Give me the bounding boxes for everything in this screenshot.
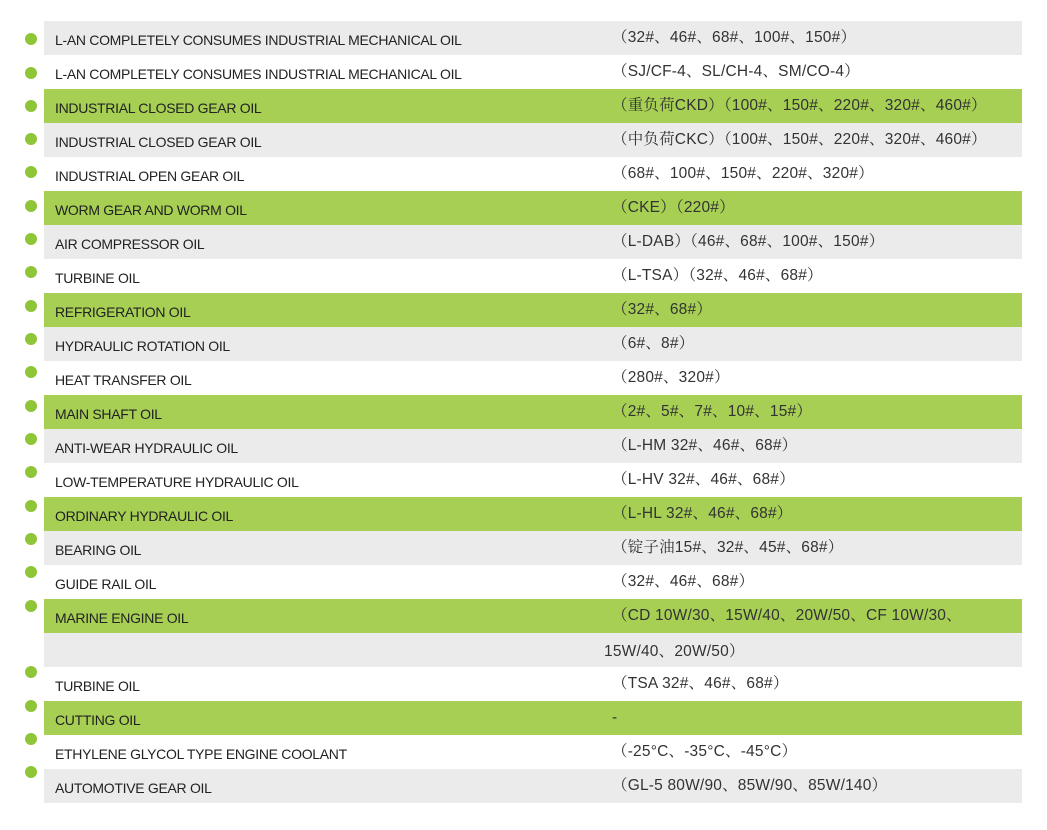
table-row	[44, 191, 1022, 225]
bullet-dot-icon	[25, 700, 37, 712]
bullet-dot-icon	[25, 466, 37, 478]
table-row	[44, 293, 1022, 327]
product-spec: （280#、320#）	[612, 369, 730, 386]
product-spec: （32#、46#、68#）	[612, 573, 755, 590]
table-row	[44, 123, 1022, 157]
product-spec: （L-TSA）（32#、46#、68#）	[612, 267, 823, 284]
table-row	[44, 89, 1022, 123]
bullet-dot-icon	[25, 266, 37, 278]
product-name: ORDINARY HYDRAULIC OIL	[55, 508, 234, 524]
bullet-dot-icon	[25, 67, 37, 79]
product-name: INDUSTRIAL CLOSED GEAR OIL	[55, 134, 262, 150]
bullet-dot-icon	[25, 300, 37, 312]
table-row	[44, 769, 1022, 803]
product-spec: （CD 10W/30、15W/40、20W/50、CF 10W/30、	[612, 607, 962, 624]
oil-product-table	[44, 21, 1022, 803]
product-name: REFRIGERATION OIL	[55, 304, 191, 320]
product-name: AUTOMOTIVE GEAR OIL	[55, 780, 212, 796]
product-spec: -	[612, 709, 618, 726]
bullet-dot-icon	[25, 100, 37, 112]
product-name: INDUSTRIAL CLOSED GEAR OIL	[55, 100, 262, 116]
product-name: CUTTING OIL	[55, 712, 141, 728]
table-row	[44, 701, 1022, 735]
bullet-dot-icon	[25, 533, 37, 545]
bullet-dot-icon	[25, 200, 37, 212]
product-spec: （L-DAB）（46#、68#、100#、150#）	[612, 233, 885, 250]
product-spec: （-25°C、-35°C、-45°C）	[612, 743, 798, 760]
product-spec: （32#、46#、68#、100#、150#）	[612, 29, 857, 46]
table-row	[44, 225, 1022, 259]
product-name: ETHYLENE GLYCOL TYPE ENGINE COOLANT	[55, 746, 347, 762]
product-spec: （TSA 32#、46#、68#）	[612, 675, 789, 692]
table-row	[44, 429, 1022, 463]
product-spec: （锭子油15#、32#、45#、68#）	[612, 539, 844, 556]
bullet-dot-icon	[25, 333, 37, 345]
table-row	[44, 463, 1022, 497]
bullet-dot-icon	[25, 366, 37, 378]
product-name: ANTI-WEAR HYDRAULIC OIL	[55, 440, 238, 456]
table-row	[44, 633, 1022, 667]
product-name: TURBINE OIL	[55, 270, 140, 286]
bullet-dot-icon	[25, 233, 37, 245]
product-name: GUIDE RAIL OIL	[55, 576, 157, 592]
table-row	[44, 259, 1022, 293]
product-spec: （L-HM 32#、46#、68#）	[612, 437, 798, 454]
bullet-dot-icon	[25, 33, 37, 45]
product-name: HEAT TRANSFER OIL	[55, 372, 192, 388]
product-spec: （68#、100#、150#、220#、320#）	[612, 165, 874, 182]
product-name: TURBINE OIL	[55, 678, 140, 694]
product-spec: 15W/40、20W/50）	[604, 643, 745, 660]
product-name: MAIN SHAFT OIL	[55, 406, 162, 422]
product-spec: （重负荷CKD）（100#、150#、220#、320#、460#）	[612, 97, 987, 114]
product-spec: （32#、68#）	[612, 301, 713, 318]
table-row	[44, 327, 1022, 361]
product-name: WORM GEAR AND WORM OIL	[55, 202, 247, 218]
bullet-dot-icon	[25, 500, 37, 512]
table-row	[44, 599, 1022, 633]
table-row	[44, 565, 1022, 599]
product-spec: （L-HV 32#、46#、68#）	[612, 471, 795, 488]
table-row	[44, 55, 1022, 89]
table-row	[44, 531, 1022, 565]
product-name: INDUSTRIAL OPEN GEAR OIL	[55, 168, 245, 184]
table-row	[44, 497, 1022, 531]
product-spec: （中负荷CKC）（100#、150#、220#、320#、460#）	[612, 131, 987, 148]
product-name: BEARING OIL	[55, 542, 142, 558]
table-row	[44, 735, 1022, 769]
product-name: AIR COMPRESSOR OIL	[55, 236, 205, 252]
product-name: MARINE ENGINE OIL	[55, 610, 189, 626]
product-name: HYDRAULIC ROTATION OIL	[55, 338, 230, 354]
product-spec: （CKE）（220#）	[612, 199, 735, 216]
bullet-dot-icon	[25, 733, 37, 745]
table-row	[44, 361, 1022, 395]
bullet-dot-icon	[25, 766, 37, 778]
bullet-dot-icon	[25, 400, 37, 412]
product-name: LOW-TEMPERATURE HYDRAULIC OIL	[55, 474, 299, 490]
bullet-dot-icon	[25, 433, 37, 445]
product-spec: （SJ/CF-4、SL/CH-4、SM/CO-4）	[612, 63, 860, 80]
bullet-dot-icon	[25, 666, 37, 678]
table-row	[44, 21, 1022, 55]
table-row	[44, 157, 1022, 191]
table-row	[44, 667, 1022, 701]
product-name: L-AN COMPLETELY CONSUMES INDUSTRIAL MECHANICAL OIL	[55, 66, 462, 82]
bullet-dot-icon	[25, 600, 37, 612]
bullet-dot-icon	[25, 133, 37, 145]
table-row	[44, 395, 1022, 429]
product-spec: （2#、5#、7#、10#、15#）	[612, 403, 813, 420]
product-spec: （6#、8#）	[612, 335, 695, 352]
product-spec: （L-HL 32#、46#、68#）	[612, 505, 793, 522]
product-spec: （GL-5 80W/90、85W/90、85W/140）	[612, 777, 888, 794]
bullet-dot-icon	[25, 166, 37, 178]
bullet-dot-icon	[25, 566, 37, 578]
product-name: L-AN COMPLETELY CONSUMES INDUSTRIAL MECHANICAL OIL	[55, 32, 462, 48]
